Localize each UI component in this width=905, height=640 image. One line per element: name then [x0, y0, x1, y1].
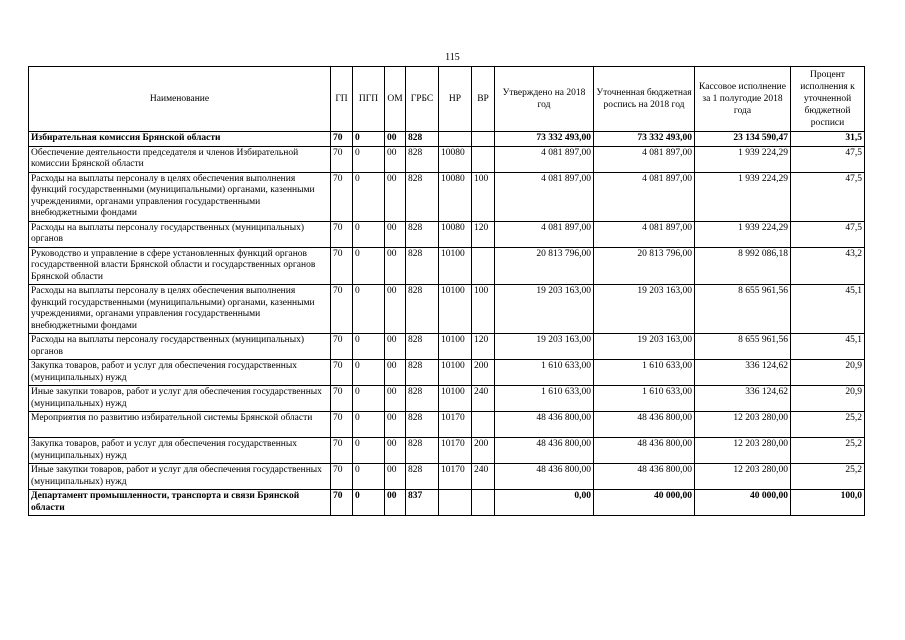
- row-revised: 40 000,00: [594, 490, 695, 516]
- row-om: 00: [385, 172, 406, 221]
- row-approved: 1 610 633,00: [495, 386, 594, 412]
- col-header-grbs: ГРБС: [406, 67, 439, 132]
- row-revised: 1 610 633,00: [594, 386, 695, 412]
- row-np: 10170: [439, 438, 472, 464]
- row-percent: 47,5: [791, 146, 865, 172]
- row-vr: 100: [472, 285, 495, 334]
- row-approved: 0,00: [495, 490, 594, 516]
- row-np: 10100: [439, 247, 472, 285]
- col-header-name: Наименование: [29, 67, 331, 132]
- row-om: 00: [385, 247, 406, 285]
- row-approved: 48 436 800,00: [495, 464, 594, 490]
- row-om: 00: [385, 360, 406, 386]
- table-row: [29, 172, 865, 221]
- row-gp: 70: [331, 146, 353, 172]
- row-revised: 20 813 796,00: [594, 247, 695, 285]
- row-cash: 336 124,62: [695, 386, 791, 412]
- row-revised: 73 332 493,00: [594, 132, 695, 147]
- table-row: [29, 285, 865, 334]
- row-grbs: 828: [406, 464, 439, 490]
- row-percent: 45,1: [791, 334, 865, 360]
- row-revised: 19 203 163,00: [594, 334, 695, 360]
- row-cash: 1 939 224,29: [695, 146, 791, 172]
- table-row: [29, 490, 865, 516]
- table-row: [29, 386, 865, 412]
- table-row: [29, 360, 865, 386]
- row-gp: 70: [331, 132, 353, 147]
- row-vr: 200: [472, 360, 495, 386]
- row-grbs: 828: [406, 334, 439, 360]
- row-gp: 70: [331, 438, 353, 464]
- row-approved: 20 813 796,00: [495, 247, 594, 285]
- row-percent: 31,5: [791, 132, 865, 147]
- row-om: 00: [385, 334, 406, 360]
- row-name: Департамент промышленности, транспорта и связи Брянской области: [29, 490, 331, 516]
- row-grbs: 828: [406, 285, 439, 334]
- row-name: Расходы на выплаты персоналу государственных (муниципальных) органов: [29, 334, 331, 360]
- row-np: 10170: [439, 412, 472, 438]
- row-pgp: 0: [353, 334, 385, 360]
- table-row: [29, 132, 865, 147]
- row-revised: 48 436 800,00: [594, 412, 695, 438]
- row-grbs: 828: [406, 386, 439, 412]
- row-approved: 73 332 493,00: [495, 132, 594, 147]
- row-grbs: 828: [406, 146, 439, 172]
- row-om: 00: [385, 438, 406, 464]
- row-gp: 70: [331, 172, 353, 221]
- row-name: Закупка товаров, работ и услуг для обеспечения государственных (муниципальных) нужд: [29, 438, 331, 464]
- row-grbs: 828: [406, 221, 439, 247]
- row-om: 00: [385, 464, 406, 490]
- row-cash: 12 203 280,00: [695, 412, 791, 438]
- row-cash: 8 992 086,18: [695, 247, 791, 285]
- col-header-revised: Уточненная бюджетная роспись на 2018 год: [594, 67, 695, 132]
- row-grbs: 828: [406, 172, 439, 221]
- row-grbs: 837: [406, 490, 439, 516]
- row-pgp: 0: [353, 438, 385, 464]
- row-np: [439, 490, 472, 516]
- row-percent: 47,5: [791, 172, 865, 221]
- row-revised: 4 081 897,00: [594, 221, 695, 247]
- row-name: Избирательная комиссия Брянской области: [29, 132, 331, 147]
- row-vr: [472, 490, 495, 516]
- header-row: [29, 67, 865, 132]
- table-row: [29, 247, 865, 285]
- row-om: 00: [385, 132, 406, 147]
- budget-execution-table: [28, 66, 865, 516]
- row-np: 10100: [439, 285, 472, 334]
- table-row: [29, 334, 865, 360]
- row-percent: 45,1: [791, 285, 865, 334]
- row-vr: 200: [472, 438, 495, 464]
- row-pgp: 0: [353, 285, 385, 334]
- row-om: 00: [385, 285, 406, 334]
- row-vr: [472, 412, 495, 438]
- row-approved: 1 610 633,00: [495, 360, 594, 386]
- row-cash: 40 000,00: [695, 490, 791, 516]
- row-pgp: 0: [353, 386, 385, 412]
- table-row: [29, 146, 865, 172]
- row-np: 10100: [439, 360, 472, 386]
- row-gp: 70: [331, 490, 353, 516]
- row-grbs: 828: [406, 247, 439, 285]
- row-vr: 100: [472, 172, 495, 221]
- row-approved: 48 436 800,00: [495, 438, 594, 464]
- col-header-cash: Кассовое исполнение за 1 полугодие 2018 года: [695, 67, 791, 132]
- row-grbs: 828: [406, 132, 439, 147]
- row-revised: 4 081 897,00: [594, 172, 695, 221]
- row-name: Расходы на выплаты персоналу государственных (муниципальных) органов: [29, 221, 331, 247]
- col-header-gp: ГП: [331, 67, 353, 132]
- row-name: Обеспечение деятельности председателя и членов Избирательной комиссии Брянской области: [29, 146, 331, 172]
- row-approved: 4 081 897,00: [495, 172, 594, 221]
- row-om: 00: [385, 221, 406, 247]
- row-name: Иные закупки товаров, работ и услуг для обеспечения государственных (муниципальных) нужд: [29, 386, 331, 412]
- row-pgp: 0: [353, 490, 385, 516]
- row-grbs: 828: [406, 360, 439, 386]
- row-name: Иные закупки товаров, работ и услуг для обеспечения государственных (муниципальных) нужд: [29, 464, 331, 490]
- row-gp: 70: [331, 285, 353, 334]
- row-vr: 240: [472, 386, 495, 412]
- row-revised: 48 436 800,00: [594, 438, 695, 464]
- row-name: Расходы на выплаты персоналу в целях обеспечения выполнения функций государственными (муниципальными) органами, казенными учреждениями, органами управления государственными внебюджетными фондами: [29, 285, 331, 334]
- row-cash: 8 655 961,56: [695, 285, 791, 334]
- col-header-percent: Процент исполнения к уточненной бюджетной росписи: [791, 67, 865, 132]
- row-grbs: 828: [406, 412, 439, 438]
- col-header-np: НР: [439, 67, 472, 132]
- row-np: 10080: [439, 146, 472, 172]
- row-gp: 70: [331, 412, 353, 438]
- row-np: 10170: [439, 464, 472, 490]
- row-cash: 12 203 280,00: [695, 464, 791, 490]
- row-cash: 23 134 590,47: [695, 132, 791, 147]
- row-gp: 70: [331, 360, 353, 386]
- row-vr: [472, 132, 495, 147]
- row-approved: 4 081 897,00: [495, 146, 594, 172]
- table-row: [29, 464, 865, 490]
- row-pgp: 0: [353, 247, 385, 285]
- table-row: [29, 438, 865, 464]
- row-pgp: 0: [353, 412, 385, 438]
- row-percent: 20,9: [791, 360, 865, 386]
- row-vr: 120: [472, 334, 495, 360]
- table-row: [29, 412, 865, 438]
- row-vr: 240: [472, 464, 495, 490]
- row-cash: 12 203 280,00: [695, 438, 791, 464]
- row-om: 00: [385, 490, 406, 516]
- row-pgp: 0: [353, 146, 385, 172]
- row-percent: 25,2: [791, 464, 865, 490]
- page-number: 115: [445, 52, 460, 63]
- row-cash: 8 655 961,56: [695, 334, 791, 360]
- row-pgp: 0: [353, 221, 385, 247]
- row-name: Закупка товаров, работ и услуг для обеспечения государственных (муниципальных) нужд: [29, 360, 331, 386]
- row-grbs: 828: [406, 438, 439, 464]
- row-approved: 19 203 163,00: [495, 285, 594, 334]
- row-vr: [472, 146, 495, 172]
- row-percent: 25,2: [791, 438, 865, 464]
- row-name: Мероприятия по развитию избирательной системы Брянской области: [29, 412, 331, 438]
- row-gp: 70: [331, 334, 353, 360]
- row-np: 10100: [439, 334, 472, 360]
- row-pgp: 0: [353, 464, 385, 490]
- row-percent: 43,2: [791, 247, 865, 285]
- row-approved: 48 436 800,00: [495, 412, 594, 438]
- row-percent: 47,5: [791, 221, 865, 247]
- row-revised: 48 436 800,00: [594, 464, 695, 490]
- row-pgp: 0: [353, 132, 385, 147]
- row-gp: 70: [331, 247, 353, 285]
- row-np: [439, 132, 472, 147]
- row-gp: 70: [331, 464, 353, 490]
- col-header-pgp: ПГП: [353, 67, 385, 132]
- row-revised: 1 610 633,00: [594, 360, 695, 386]
- row-percent: 25,2: [791, 412, 865, 438]
- row-revised: 19 203 163,00: [594, 285, 695, 334]
- col-header-om: ОМ: [385, 67, 406, 132]
- row-gp: 70: [331, 221, 353, 247]
- row-np: 10080: [439, 221, 472, 247]
- row-om: 00: [385, 146, 406, 172]
- row-revised: 4 081 897,00: [594, 146, 695, 172]
- col-header-vr: ВР: [472, 67, 495, 132]
- row-name: Расходы на выплаты персоналу в целях обеспечения выполнения функций государственными (муниципальными) органами, казенными учреждениями, органами управления государственными внебюджетными фондами: [29, 172, 331, 221]
- row-cash: 1 939 224,29: [695, 172, 791, 221]
- row-percent: 20,9: [791, 386, 865, 412]
- table-row: [29, 221, 865, 247]
- row-np: 10100: [439, 386, 472, 412]
- row-pgp: 0: [353, 360, 385, 386]
- row-approved: 19 203 163,00: [495, 334, 594, 360]
- row-cash: 336 124,62: [695, 360, 791, 386]
- row-np: 10080: [439, 172, 472, 221]
- row-vr: 120: [472, 221, 495, 247]
- row-pgp: 0: [353, 172, 385, 221]
- row-approved: 4 081 897,00: [495, 221, 594, 247]
- row-vr: [472, 247, 495, 285]
- row-om: 00: [385, 412, 406, 438]
- row-cash: 1 939 224,29: [695, 221, 791, 247]
- col-header-approved: Утверждено на 2018 год: [495, 67, 594, 132]
- row-om: 00: [385, 386, 406, 412]
- row-percent: 100,0: [791, 490, 865, 516]
- row-gp: 70: [331, 386, 353, 412]
- row-name: Руководство и управление в сфере установленных функций органов государственной власти Брянской области и государственных органов Брянской области: [29, 247, 331, 285]
